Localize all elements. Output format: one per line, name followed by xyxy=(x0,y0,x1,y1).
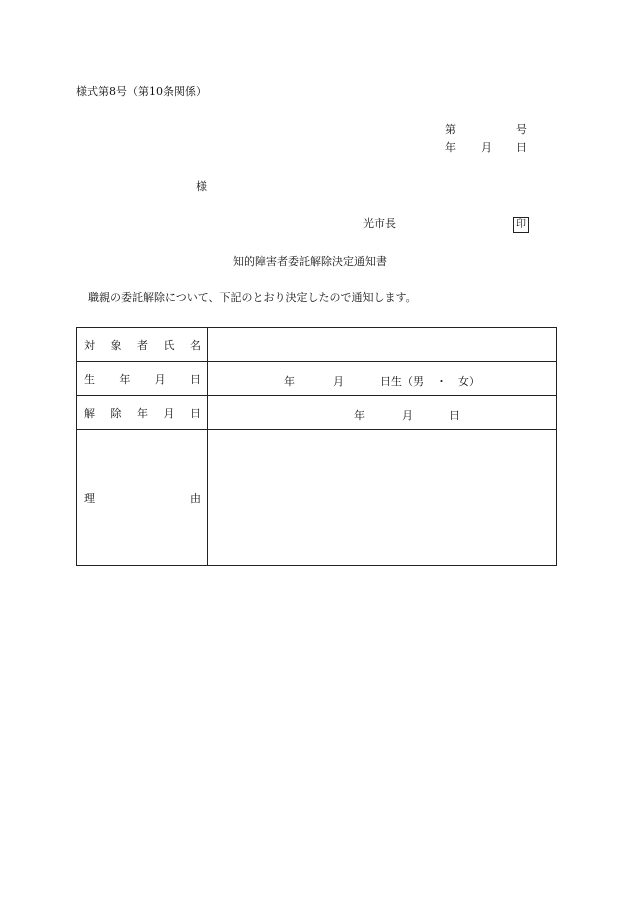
label-char: 由 xyxy=(190,491,201,505)
label-char: 氏 xyxy=(163,338,175,352)
document-title: 知的障害者委託解除決定通知書 xyxy=(233,255,387,268)
row-label-cancellation-date xyxy=(77,396,208,430)
table-row xyxy=(77,362,557,396)
label-char: 日 xyxy=(189,372,201,386)
document-number-suffix: 号 xyxy=(516,123,527,136)
label-char: 象 xyxy=(110,338,122,352)
birth-date-field[interactable] xyxy=(208,362,557,396)
seal-mark: 印 xyxy=(513,217,529,233)
label-char: 対 xyxy=(84,338,95,352)
issuer-name: 光市長 xyxy=(363,217,396,230)
label-char: 生 xyxy=(84,372,95,386)
label-char: 解 xyxy=(84,406,95,420)
document-number-prefix: 第 xyxy=(445,123,456,136)
subject-name-field[interactable] xyxy=(208,328,557,362)
label-char: 者 xyxy=(137,338,148,352)
label-char: 年 xyxy=(119,372,131,386)
body-text: 職親の委託解除について、下記のとおり決定したので通知します。 xyxy=(88,291,417,304)
row-label-reason xyxy=(77,430,208,566)
label-char: 除 xyxy=(110,406,122,420)
label-char: 理 xyxy=(84,491,95,505)
table-row xyxy=(77,396,557,430)
birth-day-sex: 日生（男 xyxy=(380,375,424,388)
row-label-subject-name xyxy=(77,328,208,362)
label-char: 年 xyxy=(137,406,148,420)
addressee-suffix: 様 xyxy=(196,180,207,193)
form-table xyxy=(76,327,557,566)
form-number: 様式第8号（第10条関係） xyxy=(76,85,207,98)
label-char: 名 xyxy=(190,338,201,352)
birth-month-unit: 月 xyxy=(333,375,344,388)
label-char: 月 xyxy=(163,406,175,420)
sex-female: 女） xyxy=(458,375,480,388)
row-label-birth-date xyxy=(77,362,208,396)
cancel-month-unit: 月 xyxy=(402,409,413,422)
date-year: 年 xyxy=(445,141,456,154)
table-row xyxy=(77,328,557,362)
cancellation-date-field[interactable] xyxy=(208,396,557,430)
label-char: 日 xyxy=(190,406,201,420)
sex-separator: ・ xyxy=(436,375,447,388)
cancel-year-unit: 年 xyxy=(354,409,365,422)
date-day: 日 xyxy=(516,141,527,154)
cancel-day-unit: 日 xyxy=(449,409,460,422)
label-char: 月 xyxy=(154,372,166,386)
reason-field[interactable] xyxy=(208,430,557,566)
table-row xyxy=(77,430,557,566)
birth-year-unit: 年 xyxy=(284,375,295,388)
date-month: 月 xyxy=(481,141,492,154)
